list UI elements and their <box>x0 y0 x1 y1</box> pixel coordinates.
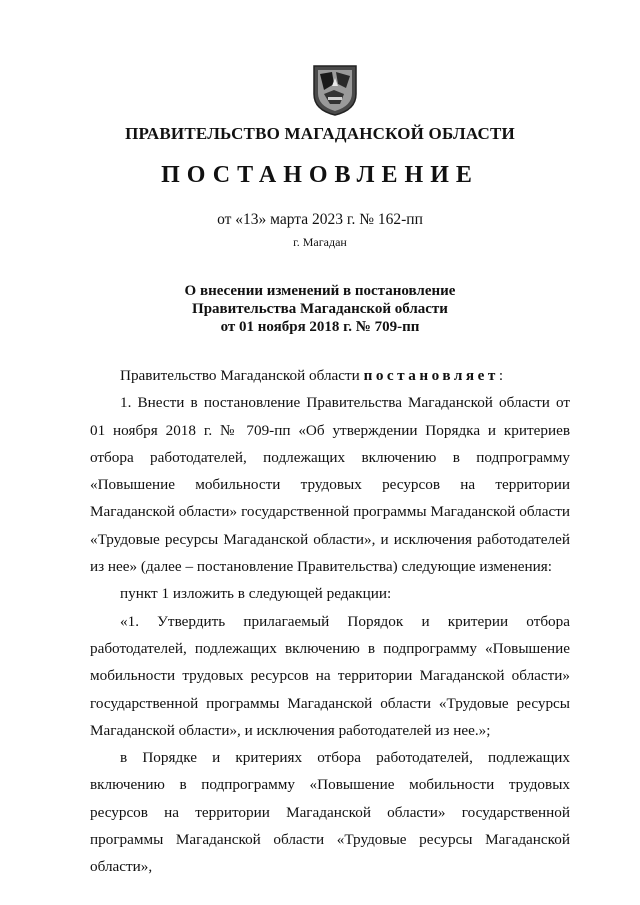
heading-line: О внесении изменений в постановление <box>184 283 456 299</box>
body-paragraph: 1. Внести в постановление Правительства Магаданской области от 01 ноября 2018 г. № 709-пп «Об утверждении Порядка и критериев отбора работодателей, подлежащих включению в подпрограмму «Повышение мобильности трудовых ресурсов на территории Магаданской области» государственной программы Магаданской области «Трудовые ресурсы Магаданской области», и исключения работодателей из нее» (далее – постановление Правительства) следующие изменения: <box>90 394 570 576</box>
magadan-coat-of-arms-icon <box>310 64 360 116</box>
document-body <box>90 362 570 881</box>
heading-line: Правительства Магаданской области <box>192 301 448 317</box>
document-type: ПОСТАНОВЛЕНИЕ <box>161 162 479 188</box>
date-and-number: от «13» марта 2023 г. № 162-пп <box>217 211 423 228</box>
body-paragraph: в Порядке и критериях отбора работодателей, подлежащих включению в подпрограмму «Повышение мобильности трудовых ресурсов на территории Магаданской области» государственной программы Магаданской области «Трудовые ресурсы Магаданской области», <box>90 749 570 876</box>
government-name: ПРАВИТЕЛЬСТВО МАГАДАНСКОЙ ОБЛАСТИ <box>125 124 515 143</box>
city: г. Магадан <box>293 235 347 249</box>
body-paragraph: пункт 1 изложить в следующей редакции: <box>120 585 392 603</box>
document-heading <box>0 282 640 336</box>
intro-paragraph <box>90 362 570 389</box>
heading-line: от 01 ноября 2018 г. № 709-пп <box>220 319 420 335</box>
intro-suffix: : <box>498 367 504 384</box>
intro-verb: постановляет <box>363 367 499 384</box>
body-paragraph: «1. Утвердить прилагаемый Порядок и критерии отбора работодателей, подлежащих включению в подпрограмму «Повышение мобильности трудовых ресурсов на территории Магаданской области» государственной программы Магаданской области «Трудовые ресурсы Магаданской области», и исключения работодателей из нее.»; <box>90 612 570 739</box>
intro-prefix: Правительство Магаданской области <box>120 367 364 384</box>
